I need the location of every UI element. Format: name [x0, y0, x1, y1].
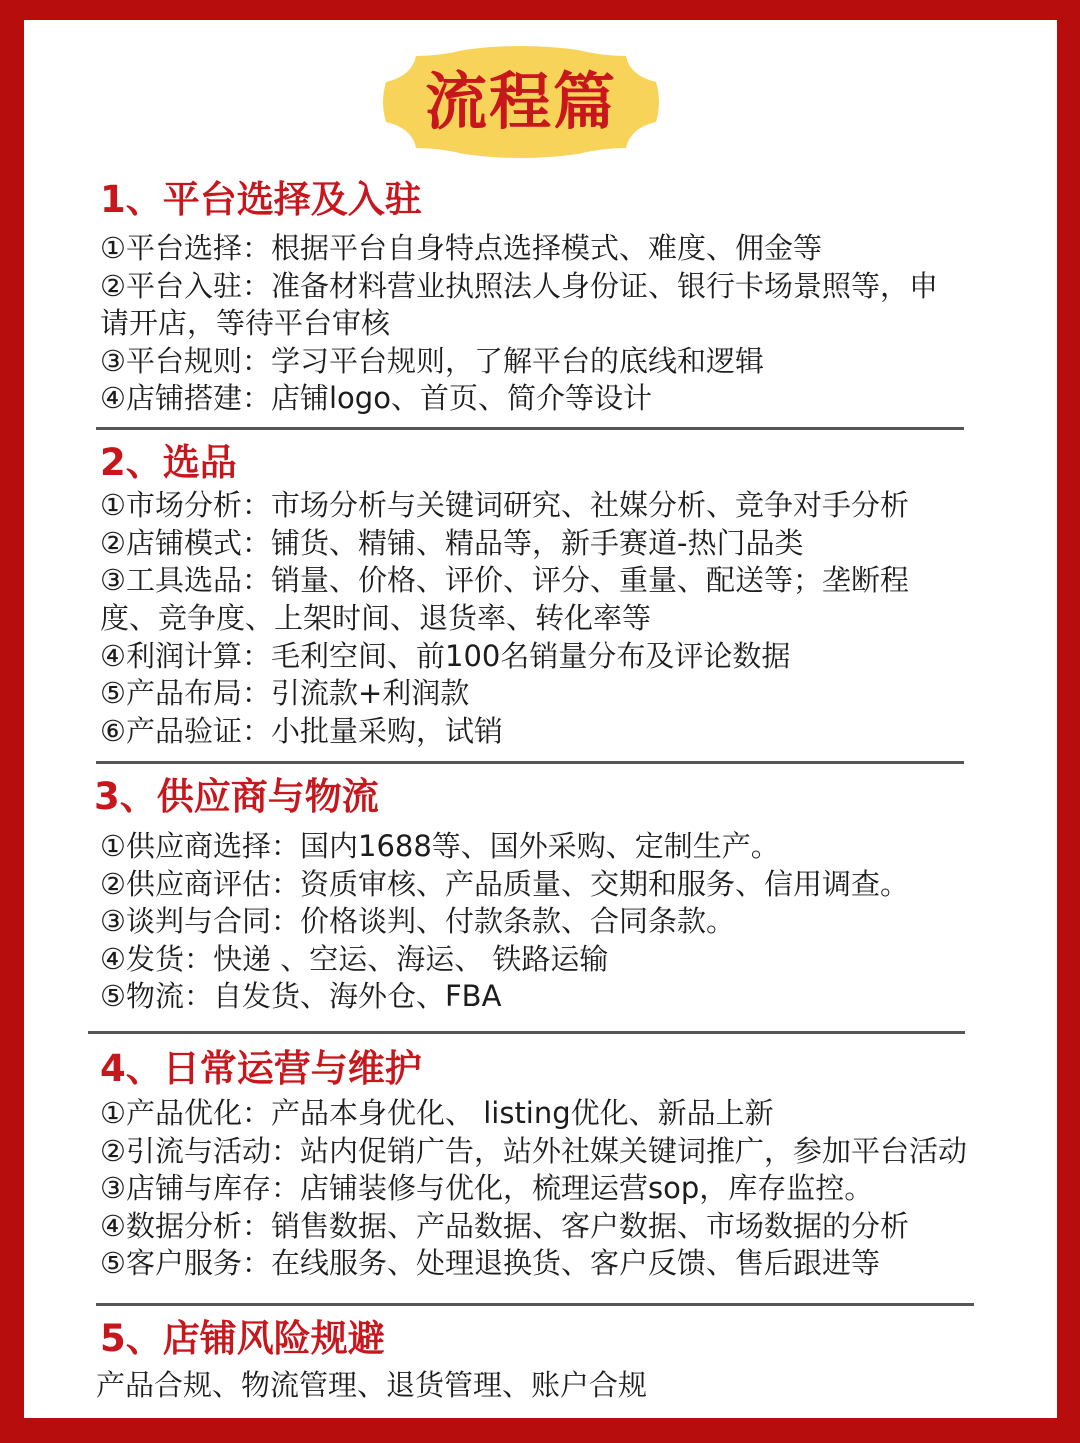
section-2-line-1: ①市场分析：市场分析与关键词研究、社媒分析、竞争对手分析 — [100, 488, 909, 522]
title-badge — [380, 46, 662, 158]
section-1-line-4: ③平台规则：学习平台规则，了解平台的底线和逻辑 — [100, 344, 764, 378]
content-card — [24, 20, 1057, 1418]
section-1-line-1: ①平台选择：根据平台自身特点选择模式、难度、佣金等 — [100, 231, 822, 265]
section-4-heading: 4、日常运营与维护 — [100, 1047, 422, 1090]
section-3-line-4: ④发货：快递 、空运、海运、 铁路运输 — [100, 942, 609, 976]
section-3-line-2: ②供应商评估：资质审核、产品质量、交期和服务、信用调查。 — [100, 867, 909, 901]
section-4-line-4: ④数据分析：销售数据、产品数据、客户数据、市场数据的分析 — [100, 1209, 909, 1243]
section-3-heading: 3、供应商与物流 — [94, 775, 379, 818]
section-2-line-2: ②店铺模式：铺货、精铺、精品等，新手赛道-热门品类 — [100, 526, 804, 560]
section-3-line-3: ③谈判与合同：价格谈判、付款条款、合同条款。 — [100, 904, 735, 938]
section-1-line-3: 请开店，等待平台审核 — [100, 306, 391, 340]
section-4-line-3: ③店铺与库存：店铺装修与优化，梳理运营sop，库存监控。 — [100, 1171, 874, 1205]
section-3-line-5: ⑤物流：自发货、海外仓、FBA — [100, 979, 502, 1013]
section-5-heading: 5、店铺风险规避 — [100, 1317, 385, 1360]
section-4-line-5: ⑤客户服务：在线服务、处理退换货、客户反馈、售后跟进等 — [100, 1246, 880, 1280]
page-title: 流程篇 — [424, 65, 617, 138]
section-3-line-1: ①供应商选择：国内1688等、国外采购、定制生产。 — [100, 829, 780, 863]
section-1-line-5: ④店铺搭建：店铺logo、首页、简介等设计 — [100, 381, 652, 415]
section-1-line-2: ②平台入驻：准备材料营业执照法人身份证、银行卡场景照等，申 — [100, 269, 938, 303]
section-4-line-2: ②引流与活动：站内促销广告，站外社媒关键词推广，参加平台活动 — [100, 1134, 967, 1168]
section-2-line-6: ⑤产品布局：引流款+利润款 — [100, 676, 470, 710]
section-5-line-1: 产品合规、物流管理、退货管理、账户合规 — [96, 1368, 648, 1402]
section-2-line-4: 度、竞争度、上架时间、退货率、转化率等 — [100, 601, 652, 635]
divider-3 — [88, 1031, 965, 1034]
section-1-heading: 1、平台选择及入驻 — [100, 178, 422, 221]
divider-4 — [96, 1303, 974, 1306]
divider-2 — [96, 761, 964, 764]
section-2-heading: 2、选品 — [100, 441, 237, 484]
section-2-line-5: ④利润计算：毛利空间、前100名销量分布及评论数据 — [100, 639, 791, 673]
section-2-line-3: ③工具选品：销量、价格、评价、评分、重量、配送等；垄断程 — [100, 563, 909, 597]
divider-1 — [96, 427, 964, 430]
section-4-line-1: ①产品优化：产品本身优化、 listing优化、新品上新 — [100, 1096, 774, 1130]
section-2-line-7: ⑥产品验证：小批量采购，试销 — [100, 714, 503, 748]
